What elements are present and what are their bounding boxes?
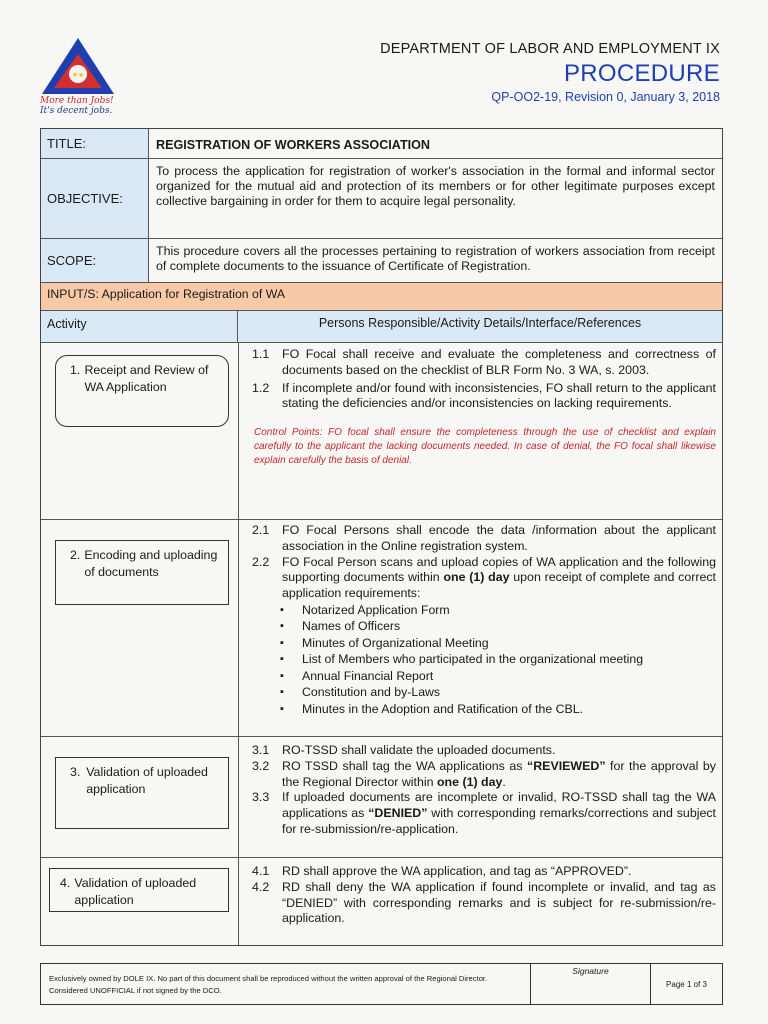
scope-value: This procedure covers all the processes pertaining to registration of workers association from receipt of complete documents to the issuance of Certificate of Registration. [156,244,715,273]
activity-box-2: 2. Encoding and uploading of documents [55,540,229,605]
column-details: Persons Responsible/Activity Details/Interface/References [318,316,642,330]
list-item: ▪ Constitution and by-Laws [302,684,716,701]
column-header-row [41,311,722,343]
document-code: QP-OO2-19, Revision 0, January 3, 2018 [491,90,720,104]
control-points-note: Control Points: FO focal shall ensure the completeness through the use of checklist and explain carefully to the applicant the lacking documents needed. In case of denial, the FO focal shall likewise explain carefully the basis of denial. [254,427,716,467]
objective-row [41,159,722,239]
activity-box-1: 1. Receipt and Review of WA Application [55,355,229,427]
procedure-table [40,128,723,946]
scope-row [41,239,722,283]
ownership-notice: Exclusively owned by DOLE IX. No part of this document shall be reproduced without the written approval of the Regional Director. Considered UNOFFICIAL if not signed by the DCO. [41,964,531,1004]
title-value: REGISTRATION OF WORKERS ASSOCIATION [156,138,431,152]
list-item: ▪ List of Members who participated in the organizational meeting [302,651,716,668]
step-1-1: 1.1 FO Focal shall receive and evaluate the completeness and correctness of documents based on the checklist of BLR Form No. 3 WA, s. 2003. [252,347,716,377]
step-2-1: 2.1 FO Focal Persons shall encode the data /information about the applicant association in the Online registration system. [252,523,716,553]
step-4-2: 4.2 RD shall deny the WA application if found incomplete or invalid, and tag as “DENIED” with corresponding remarks and is subject for re-submission/re-application. [252,879,716,926]
activity-box-4: 4. Validation of uploaded application [49,868,229,912]
signature-field: Signature [531,964,651,1004]
activity-row-2 [41,520,722,737]
objective-label: OBJECTIVE: [41,159,149,238]
activity-box-3: 3. Validation of uploaded application [55,757,229,829]
step-3-1: 3.1 RO-TSSD shall validate the uploaded documents. [252,743,556,757]
activity-row-1 [41,343,722,520]
document-type: PROCEDURE [563,60,720,87]
step-1-2: 1.2 If incomplete and/or found with inconsistencies, FO shall return to the applicant stating the deficiencies and/or inconsistencies on lacking requirements. [252,380,716,411]
step-4-1: 4.1 RD shall approve the WA application, and tag as “APPROVED”. [252,864,632,878]
page-number: Page 1 of 3 [666,979,707,989]
list-item: ▪ Names of Officers [302,618,716,635]
list-item: ▪ Minutes in the Adoption and Ratification of the CBL. [302,701,716,718]
scope-label: SCOPE: [41,239,149,282]
column-activity: Activity [41,311,238,342]
department-name: DEPARTMENT OF LABOR AND EMPLOYMENT IX [380,41,720,57]
logo-tagline: More than Jobs! It's decent jobs. [40,96,114,116]
list-item: ▪ Annual Financial Report [302,668,716,685]
title-label: TITLE: [41,129,149,158]
step-2-2: 2.2 FO Focal Person scans and upload copies of WA application and the following supporting documents within one (1) day upon receipt of complete and correct application requirements: [252,554,717,601]
activity-row-3 [41,737,722,858]
objective-value: To process the application for registration of worker's association in the formal and informal sector organized for the mutual aid and protection of its members or for other legitimate purposes except collective bargaining in order for them to acquire legal personality. [156,164,715,208]
input-row: INPUT/S: Application for Registration of WA [41,283,722,311]
document-footer [40,963,723,1005]
list-item: ▪ Notarized Application Form [302,602,716,619]
svg-text:★★: ★★ [71,72,85,79]
step-3-3: 3.3 If uploaded documents are incomplete or invalid, RO-TSSD shall tag the WA applications as “DENIED” with corresponding remarks/corrections and subject for re-submission/re-application. [252,790,716,836]
list-item: ▪ Minutes of Organizational Meeting [302,635,716,652]
supporting-documents-list [252,602,716,718]
step-3-2: 3.2 RO TSSD shall tag the WA applications as “REVIEWED” for the approval by the Regional Director within one (1) day. [252,758,716,789]
title-row [41,129,722,159]
activity-row-4 [41,858,722,945]
